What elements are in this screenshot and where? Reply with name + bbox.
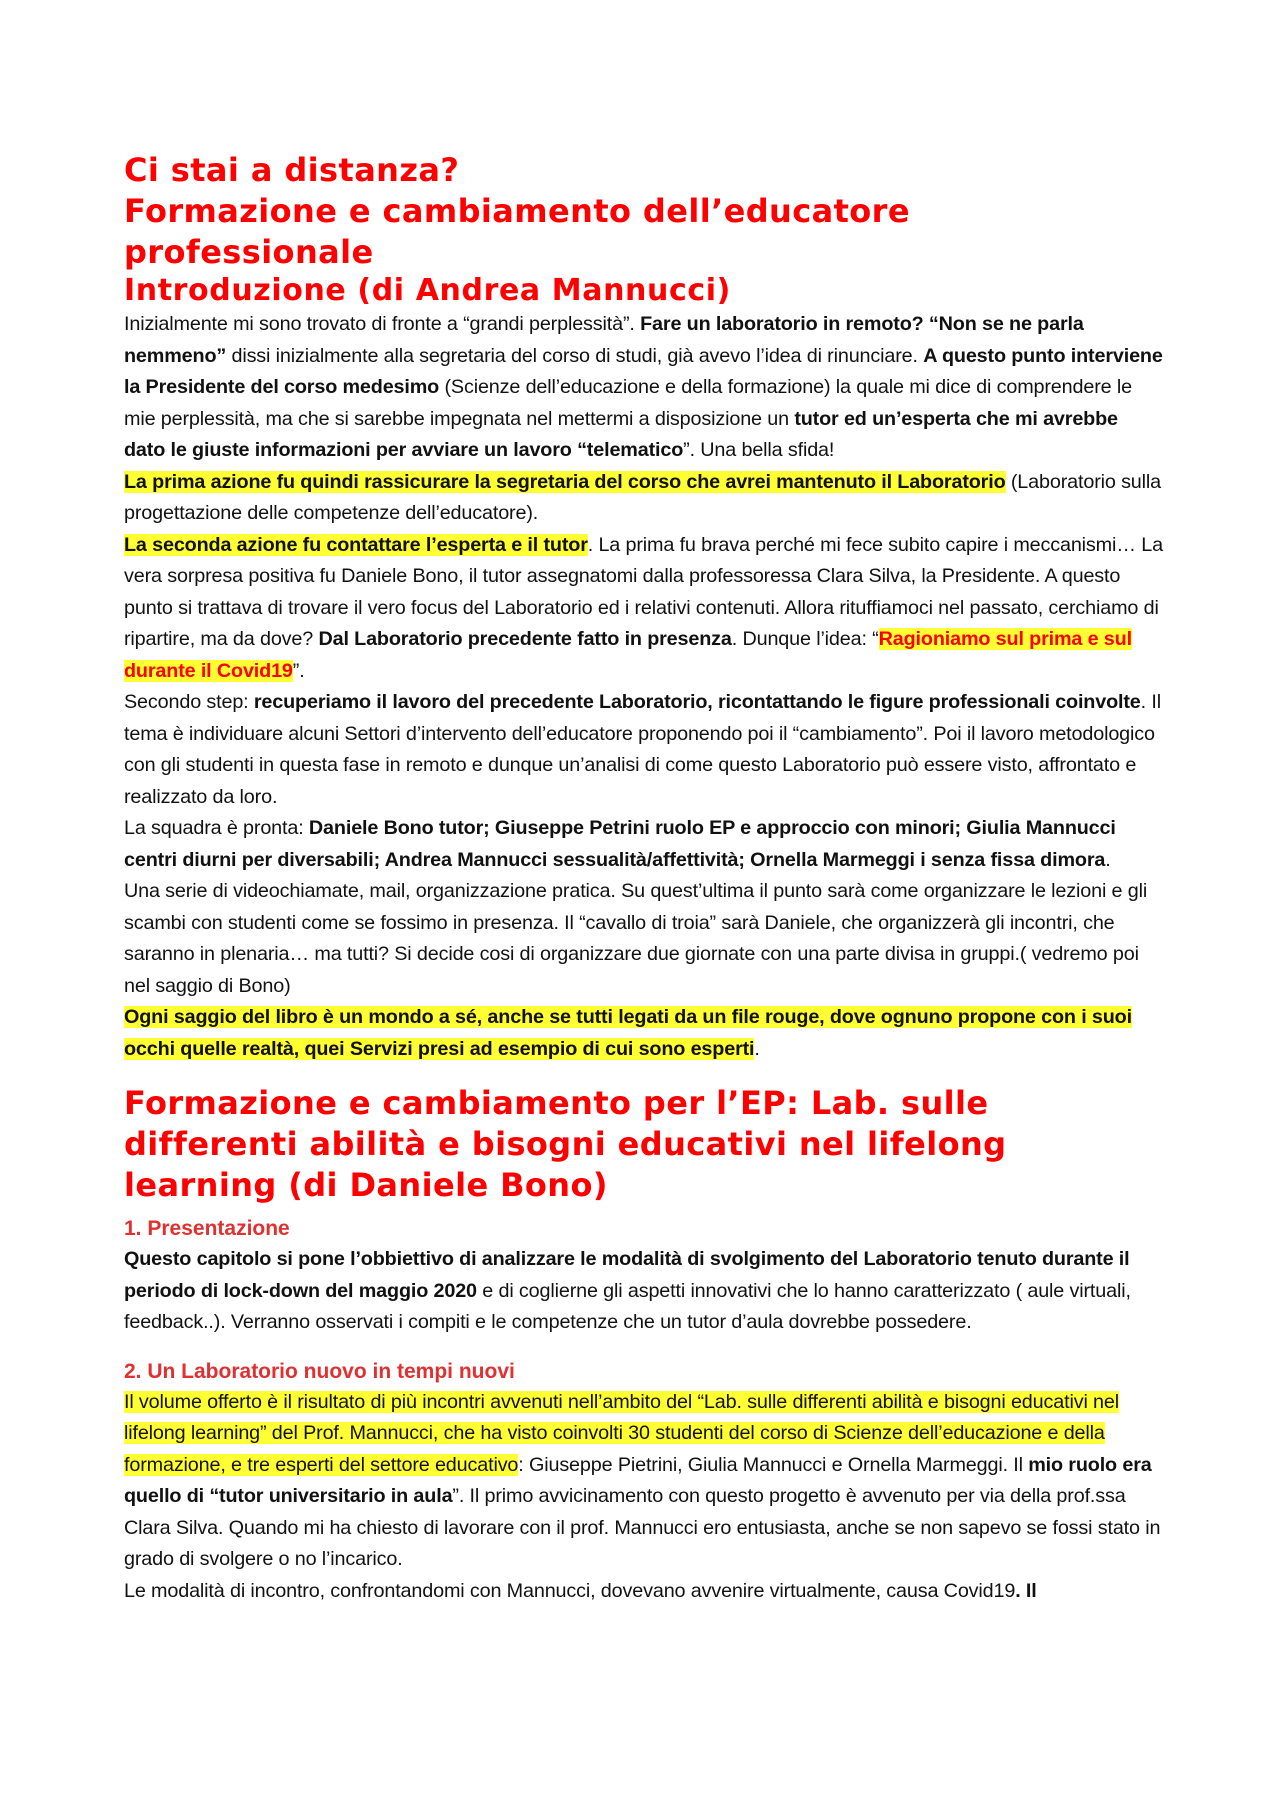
document-title [124, 150, 1164, 273]
laboratorio-paragraph-2: Le modalità di incontro, confrontandomi con Mannucci, dovevano avvenire virtualmente, causa Covid19. Il [124, 1579, 1037, 1602]
title-line-2: Formazione e cambiamento dell’educatore professionale [124, 192, 910, 271]
intro-heading: Introduzione (di Andrea Mannucci) [124, 273, 731, 308]
subsection-heading-laboratorio: 2. Un Laboratorio nuovo in tempi nuovi [124, 1359, 515, 1383]
intro-paragraph-5: La squadra è pronta: Daniele Bono tutor; Giuseppe Petrini ruolo EP e approccio con minori; Giulia Mannucci centri diurni per diversabili; Andrea Mannucci sessualità/affettività; Ornella Marmeggi i senza fissa dimora. [124, 817, 1116, 871]
intro-paragraph-7: Ogni saggio del libro è un mondo a sé, anche se tutti legati da un file rouge, dove ognuno propone con i suoi occhi quelle realtà, quei Servizi presi ad esempio di cui sono esperti. [124, 1006, 1132, 1060]
title-line-1: Ci stai a distanza? [124, 151, 460, 189]
document-page [124, 150, 1164, 1607]
intro-paragraph-1: Inizialmente mi sono trovato di fronte a “grandi perplessità”. Fare un laboratorio in remoto? “Non se ne parla nemmeno” dissi inizialmente alla segretaria del corso di studi, già avevo l’idea di rinunciare. A questo punto interviene la Presidente del corso medesimo (Scienze dell’educazione e della formazione) la quale mi dice di comprendere le mie perplessità, ma che si sarebbe impegnata nel mettermi a disposizione un tutor ed un’esperta che mi avrebbe dato le giuste informazioni per avviare un lavoro “telematico”. Una bella sfida! [124, 313, 1163, 461]
intro-paragraph-2: La prima azione fu quindi rassicurare la segretaria del corso che avrei mantenuto il Laboratorio (Laboratorio sulla progettazione delle competenze dell’educatore). [124, 470, 1162, 524]
intro-paragraph-4: Secondo step: recuperiamo il lavoro del precedente Laboratorio, ricontattando le figure professionali coinvolte. Il tema è individuare alcuni Settori d’intervento dell’educatore proponendo poi il “cambiamento”. Poi il lavoro metodologico con gli studenti in questa fase in remoto e dunque un’analisi di come questo Laboratorio può essere visto, affrontato e realizzato da loro. [124, 691, 1161, 808]
subsection-heading-presentazione: 1. Presentazione [124, 1217, 290, 1240]
presentazione-paragraph: Questo capitolo si pone l’obbiettivo di analizzare le modalità di svolgimento del Laboratorio tenuto durante il periodo di lock-down del maggio 2020 e di coglierne gli aspetti innovativi che lo hanno caratterizzato ( aule virtuali, feedback..). Verranno osservati i compiti e le competenze che un tutor d’aula dovrebbe possedere. [124, 1248, 1131, 1333]
laboratorio-paragraph-1: Il volume offerto è il risultato di più incontri avvenuti nell’ambito del “Lab. sulle differenti abilità e bisogni educativi nel lifelong learning” del Prof. Mannucci, che ha visto coinvolti 30 studenti del corso di Scienze dell’educazione e della formazione, e tre esperti del settore educativo: Giuseppe Pietrini, Giulia Mannucci e Ornella Marmeggi. Il mio ruolo era quello di “tutor universitario in aula”. Il primo avvicinamento con questo progetto è avvenuto per via della prof.ssa Clara Silva. Quando mi ha chiesto di lavorare con il prof. Mannucci ero entusiasta, anche se non sapevo se fossi stato in grado di svolgere o no l’incarico. [124, 1390, 1161, 1570]
intro-paragraph-6: Una serie di videochiamate, mail, organizzazione pratica. Su quest’ultima il punto sarà come organizzare le lezioni e gli scambi con studenti come se fossimo in presenza. Il “cavallo di troia” sarà Daniele, che organizzerà gli incontri, che saranno in plenaria… ma tutti? Si decide cosi di organizzare due giornate con una parte divisa in gruppi.( vedremo poi nel saggio di Bono) [124, 880, 1148, 997]
section-heading: Formazione e cambiamento per l’EP: Lab. sulle differenti abilità e bisogni educativi nel lifelong learning (di Daniele Bono) [124, 1084, 1007, 1204]
intro-paragraph-3: La seconda azione fu contattare l’esperta e il tutor. La prima fu brava perché mi fece subito capire i meccanismi… La vera sorpresa positiva fu Daniele Bono, il tutor assegnatomi dalla professoressa Clara Silva, la Presidente. A questo punto si trattava di trovare il vero focus del Laboratorio ed i relativi contenuti. Allora rituffiamoci nel passato, cerchiamo di ripartire, ma da dove? Dal Laboratorio precedente fatto in presenza. Dunque l’idea: “Ragioniamo sul prima e sul durante il Covid19”. [124, 533, 1163, 682]
